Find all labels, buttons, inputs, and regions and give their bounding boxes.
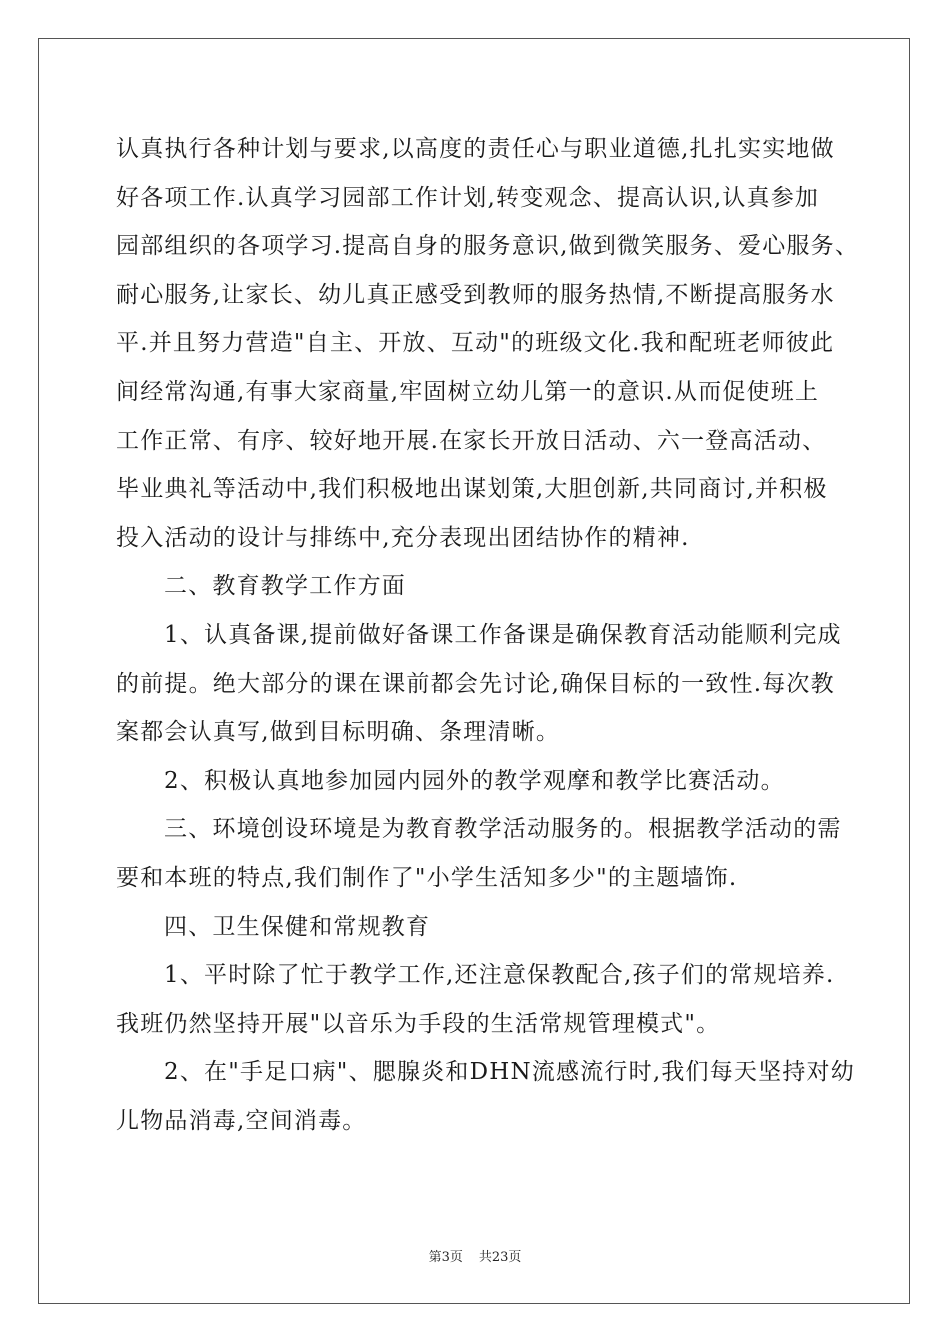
text-line: 案都会认真写,做到目标明确、条理清晰。 [116, 719, 561, 746]
section-heading: 二、教育教学工作方面 [164, 573, 406, 600]
current-page-number: 第3页 [428, 1250, 463, 1265]
text-line: 要和本班的特点,我们制作了"小学生活知多少"的主题墙饰. [116, 864, 738, 891]
text-line: 园部组织的各项学习.提高自身的服务意识,做到微笑服务、爱心服务、 [116, 233, 860, 260]
text-line: 2、在"手足口病"、腮腺炎和DHN流感流行时,我们每天坚持对幼 [164, 1059, 855, 1086]
page-footer [0, 1246, 950, 1265]
section-heading: 四、卫生保健和常规教育 [164, 913, 431, 940]
text-line: 平.并且努力营造"自主、开放、互动"的班级文化.我和配班老师彼此 [116, 330, 835, 357]
document-body [116, 125, 860, 1145]
section-heading: 三、环境创设环境是为教育教学活动服务的。根据教学活动的需 [164, 816, 842, 843]
text-line: 儿物品消毒,空间消毒。 [116, 1107, 367, 1134]
text-line: 工作正常、有序、较好地开展.在家长开放日活动、六一登高活动、 [116, 427, 827, 454]
text-line: 投入活动的设计与排练中,充分表现出团结协作的精神. [116, 524, 690, 551]
text-line: 的前提。绝大部分的课在课前都会先讨论,确保目标的一致性.每次教 [116, 670, 835, 697]
text-line: 好各项工作.认真学习园部工作计划,转变观念、提高认识,认真参加 [116, 184, 820, 211]
text-line: 认真执行各种计划与要求,以高度的责任心与职业道德,扎扎实实地做 [116, 136, 835, 162]
text-line: 间经常沟通,有事大家商量,牢固树立幼儿第一的意识.从而促使班上 [116, 378, 820, 405]
text-line: 2、积极认真地参加园内园外的教学观摩和教学比赛活动。 [164, 767, 785, 794]
text-line: 毕业典礼等活动中,我们积极地出谋划策,大胆创新,共同商讨,并积极 [116, 476, 828, 503]
total-page-count: 共23页 [478, 1250, 522, 1265]
text-line: 1、认真备课,提前做好备课工作备课是确保教育活动能顺利完成 [164, 621, 842, 648]
text-line: 我班仍然坚持开展"以音乐为手段的生活常规管理模式"。 [116, 1010, 721, 1037]
text-line: 耐心服务,让家长、幼儿真正感受到教师的服务热情,不断提高服务水 [116, 281, 835, 308]
text-line: 1、平时除了忙于教学工作,还注意保教配合,孩子们的常规培养. [164, 962, 835, 989]
